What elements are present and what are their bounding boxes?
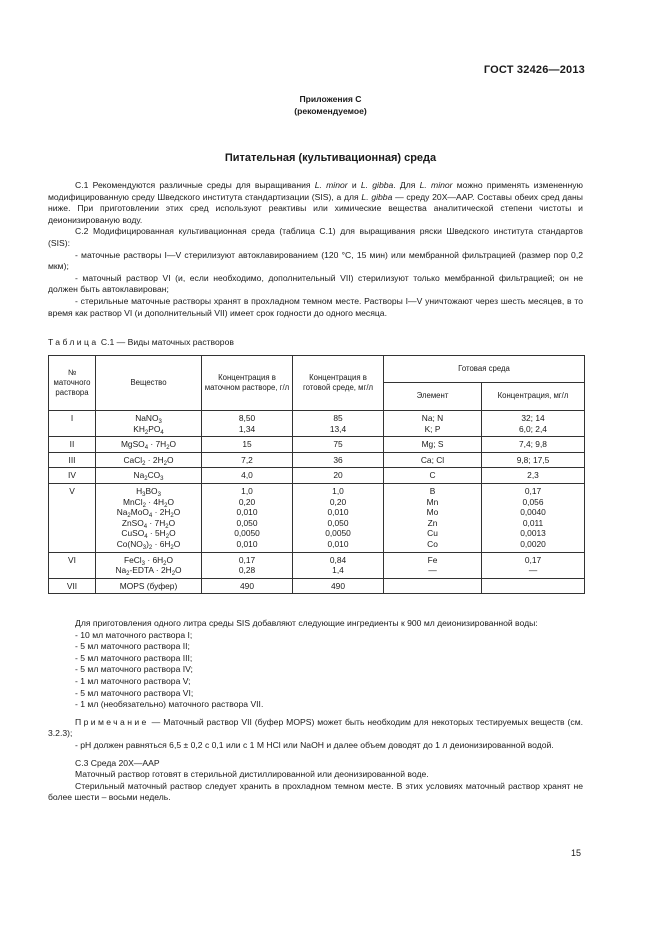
formula-subscript: 2 — [148, 544, 153, 551]
cell-element — [384, 411, 482, 437]
cell-element-line: C — [429, 470, 436, 481]
formula-subscript: 2 — [165, 523, 169, 530]
formula-text: H — [136, 485, 143, 496]
text-run: можно применять измененную модифицированную среду Шведского института стандартизации (SIS), а для — [48, 180, 583, 202]
cell-solution-number: V — [49, 483, 96, 552]
cell-element-line: Mo — [426, 507, 439, 518]
formula-subscript: 2 — [163, 460, 167, 467]
cell-conc-stock-line: 15 — [242, 439, 252, 450]
formula-text: O — [169, 528, 176, 539]
substance-formula — [98, 518, 199, 529]
cell-conc-stock — [202, 578, 293, 594]
list-item: - 10 мл маточного раствора I; — [75, 629, 193, 640]
substance-formula — [98, 581, 199, 592]
cell-element-line: Ca; Cl — [420, 454, 445, 465]
table-caption-word: Таблица — [48, 337, 99, 347]
formula-text: O — [175, 565, 182, 576]
substance-formula — [98, 455, 199, 466]
cell-conc-final-line: 0,010 — [327, 507, 349, 518]
formula-text: · 2H — [152, 507, 171, 518]
formula-text: O — [167, 496, 174, 507]
formula-text: CaCl — [123, 454, 143, 465]
cell-element — [384, 437, 482, 453]
list-item: - 1 мл маточного раствора V; — [75, 675, 191, 686]
formula-subscript: 2 — [144, 429, 149, 436]
formula-text: · 5H — [147, 528, 166, 539]
cell-conc-final-line: 20 — [333, 470, 343, 481]
formula-text: · 7H — [147, 517, 166, 528]
list-item: - 5 мл маточного раствора III; — [75, 652, 193, 663]
cell-element-line: K; P — [424, 423, 441, 434]
cell-substance — [96, 578, 202, 594]
formula-text: Co(NO — [116, 538, 143, 549]
section-c3-p2: Стерильный маточный раствор следует хранить в прохладном темном месте. В этих условиях маточный раствор хранят не более шести – восьми недель. — [48, 780, 583, 803]
cell-solution-number: II — [49, 437, 96, 453]
prep-block — [48, 618, 583, 804]
formula-subscript: 3 — [142, 544, 147, 551]
cell-solution-number: VII — [49, 578, 96, 594]
text-run: С.1 Рекомендуются различные среды для выращивания — [75, 180, 315, 190]
note — [48, 717, 583, 740]
cell-substance — [96, 411, 202, 437]
prep-intro: Для приготовления одного литра среды SIS добавляют следующие ингредиенты к 900 мл деионизированной воды: — [75, 618, 538, 628]
cell-conc-mg-line: 32; 14 — [521, 413, 545, 423]
cell-conc-stock — [202, 552, 293, 578]
section-c3-p1: Маточный раствор готовят в стерильной дистиллированной или деонизированной воде. — [75, 769, 429, 780]
cell-element — [384, 483, 482, 552]
cell-element-line: Na; N — [421, 413, 444, 423]
list-item: - стерильные маточные растворы хранят в прохладном темном месте. Растворы I—V уничтожают через шесть месяцев, в то время как раствор VI (и дополнительный VII) имеет срок годности до одного месяца. — [48, 295, 583, 318]
cell-element-line: Zn — [427, 517, 438, 528]
cell-element-line: Cu — [427, 528, 438, 539]
formula-text: · 4H — [145, 496, 165, 507]
formula-text: · 6H — [152, 538, 171, 549]
page-number: 15 — [570, 848, 581, 858]
list-item: - 5 мл маточного раствора IV; — [75, 664, 193, 675]
formula-text: NaNO — [135, 413, 159, 423]
cell-conc-mg-line: 0,011 — [522, 517, 544, 528]
formula-text: O — [173, 538, 181, 549]
formula-subscript: 2 — [142, 502, 146, 509]
cell-conc-mg-line: 9,8; 17,5 — [516, 454, 550, 465]
cell-conc-mg-line — [484, 581, 582, 592]
formula-text: MgSO — [120, 439, 145, 450]
cell-conc-stock-line: 0,010 — [236, 507, 258, 518]
substance-formula — [98, 497, 199, 508]
formula-subscript: 2 — [166, 445, 170, 452]
header-num: № маточного раствора — [49, 356, 96, 411]
cell-conc-stock-line: 7,2 — [241, 454, 253, 465]
cell-conc-final-line: 0,0050 — [325, 528, 351, 539]
cell-conc-mg-line: 0,0020 — [520, 538, 546, 549]
cell-conc-mg — [482, 483, 585, 552]
cell-element-line: Co — [427, 538, 438, 549]
cell-conc-mg-line: 0,0013 — [520, 528, 546, 539]
cell-conc-stock — [202, 411, 293, 437]
cell-conc-mg — [482, 578, 585, 594]
substance-formula — [98, 507, 199, 518]
formula-text: PO — [148, 423, 161, 434]
species-name: L. minor — [419, 180, 453, 190]
cell-conc-final — [293, 552, 384, 578]
cell-conc-final-line: 1,4 — [332, 565, 344, 576]
table-caption-text: С.1 — Виды маточных растворов — [98, 337, 234, 347]
cell-conc-mg-line: 0,0040 — [520, 507, 546, 518]
formula-subscript: 4 — [148, 513, 153, 520]
stock-solutions-table — [48, 355, 585, 594]
substance-formula — [98, 424, 199, 435]
cell-conc-stock-line: 0,17 — [238, 554, 256, 565]
cell-conc-final-line: 0,20 — [329, 496, 347, 507]
formula-subscript: 2 — [127, 513, 131, 520]
formula-text: Na — [115, 565, 127, 576]
cell-conc-final — [293, 437, 384, 453]
cell-conc-final-line: 0,84 — [329, 554, 347, 565]
cell-element — [384, 452, 482, 468]
ph-item: - рН должен равняться 6,5 ± 0,2 с 0,1 или с 1 М HCl или NaOH и далее объем доводят до 1 л деионизированной водой. — [75, 739, 554, 750]
formula-text: O — [166, 554, 174, 565]
formula-text: Na — [116, 507, 128, 518]
formula-subscript: 2 — [126, 571, 130, 578]
cell-solution-number: VI — [49, 552, 96, 578]
cell-substance — [96, 452, 202, 468]
section-title: Питательная (культивационная) среда — [224, 152, 437, 164]
appendix-status: (рекомендуемое) — [294, 106, 367, 116]
cell-conc-stock-line: 8,50 — [238, 413, 256, 423]
list-item: - 1 мл (необязательно) маточного раствора VII. — [75, 699, 264, 710]
table-row — [49, 437, 585, 453]
table-row — [49, 468, 585, 484]
text-run: — среду 20X—AAP. Составы обеих сред даны ниже. При приготовлении этих сред используют реактивы или химические вещества аналитической степени чистоты и деионизированую воду. — [48, 191, 583, 225]
cell-conc-mg — [482, 411, 585, 437]
formula-text: CO — [147, 470, 161, 481]
formula-subscript: 2 — [171, 571, 176, 578]
cell-conc-final — [293, 483, 384, 552]
list-item: - маточные растворы I—V стерилизуют автоклавированием (120 °С, 15 мин) или мембранной фильтрацией (размер пор 0,2 мкм); — [48, 249, 583, 272]
cell-conc-final — [293, 411, 384, 437]
formula-text: -EDTA · 2H — [129, 565, 172, 576]
cell-conc-mg-line: 2,3 — [527, 470, 539, 481]
cell-conc-stock — [202, 437, 293, 453]
cell-conc-stock-line: 4,0 — [241, 470, 253, 481]
cell-conc-stock — [202, 452, 293, 468]
cell-substance — [96, 552, 202, 578]
cell-conc-final-line: 0,010 — [327, 538, 349, 549]
table-row — [49, 411, 585, 437]
section-c3-heading: С.3 Среда 20X—AAP — [75, 757, 160, 768]
formula-text: O — [168, 517, 176, 528]
formula-text: FeCl — [123, 554, 142, 565]
cell-conc-final — [293, 468, 384, 484]
formula-text: ZnSO — [121, 517, 144, 528]
cell-conc-mg-line: 0,056 — [522, 496, 544, 507]
formula-text: MOPS (буфер) — [119, 580, 178, 591]
list-item: - 5 мл маточного раствора II; — [75, 641, 190, 652]
formula-subscript: 2 — [165, 534, 170, 541]
cell-conc-mg — [482, 452, 585, 468]
formula-text: O — [173, 507, 181, 518]
cell-conc-stock — [202, 483, 293, 552]
list-item: - маточный раствор VI (и, если необходимо, дополнительный VII) стерилизуют только мембранной фильтрацией; он не должен быть автоклавирован; — [48, 272, 583, 295]
note-text: — Маточный раствор VII (буфер MOPS) может быть необходим для некоторых тестируемых веществ (см. 3.2.3); — [48, 716, 583, 739]
formula-subscript: 3 — [141, 560, 145, 567]
cell-conc-final-line: 36 — [333, 454, 343, 465]
formula-subscript: 3 — [158, 419, 162, 425]
paragraph-c1 — [48, 180, 583, 226]
formula-subscript: 2 — [142, 460, 146, 467]
cell-conc-final-line: 0,050 — [327, 517, 349, 528]
cell-element-line — [386, 581, 479, 592]
formula-subscript: 3 — [142, 491, 146, 498]
formula-subscript: 4 — [144, 534, 148, 541]
cell-conc-mg — [482, 437, 585, 453]
formula-subscript: 2 — [170, 544, 174, 551]
formula-text: · 2H — [145, 454, 164, 465]
cell-conc-mg — [482, 552, 585, 578]
cell-conc-stock-line: 0,050 — [236, 517, 258, 528]
header-substance: Вещество — [96, 356, 202, 411]
formula-text: CuSO — [121, 528, 145, 539]
formula-subscript: 2 — [163, 560, 167, 567]
formula-subscript: 2 — [164, 502, 168, 509]
header-ready-medium: Готовая среда — [384, 356, 585, 383]
header-conc-final: Концентрация в готовой среде, мг/л — [293, 356, 384, 411]
formula-text: ) — [146, 538, 149, 549]
cell-conc-stock-line: 0,010 — [236, 538, 258, 549]
cell-substance — [96, 437, 202, 453]
cell-conc-stock — [202, 468, 293, 484]
cell-conc-stock-line: 1,34 — [238, 423, 256, 434]
cell-conc-stock-line: 490 — [240, 580, 254, 591]
substance-formula — [98, 413, 199, 424]
header-conc-stock: Концентрация в маточном растворе, г/л — [202, 356, 293, 411]
cell-element — [384, 468, 482, 484]
formula-subscript: 4 — [143, 523, 148, 530]
formula-subscript: 3 — [160, 476, 164, 483]
cell-solution-number: III — [49, 452, 96, 468]
formula-subscript: 4 — [160, 429, 164, 436]
cell-conc-stock-line: 0,28 — [238, 565, 256, 576]
cell-solution-number: I — [49, 411, 96, 437]
cell-conc-final-line: 13,4 — [329, 423, 347, 434]
species-name: L. gibba — [360, 180, 394, 190]
table-caption — [48, 337, 234, 347]
table-row — [49, 552, 585, 578]
substance-formula — [98, 470, 199, 481]
intro-block — [48, 180, 583, 319]
appendix-heading — [0, 93, 661, 117]
cell-conc-stock-line: 1,0 — [241, 485, 253, 496]
cell-element-line: B — [429, 485, 436, 496]
text-run: и — [347, 180, 361, 190]
substance-formula — [98, 486, 199, 497]
formula-text: KH — [133, 423, 145, 434]
table-row — [49, 578, 585, 594]
formula-text: · 6H — [145, 554, 164, 565]
formula-subscript: 2 — [170, 513, 174, 520]
formula-text: MnCl — [123, 496, 143, 507]
cell-conc-final — [293, 578, 384, 594]
header-conc-mg: Концентрация, мг/л — [482, 382, 585, 410]
formula-text: BO — [145, 485, 158, 496]
formula-subscript: 4 — [144, 445, 149, 452]
cell-conc-stock-line: 0,0050 — [234, 528, 260, 539]
formula-text: · 7H — [148, 439, 167, 450]
table-row — [49, 452, 585, 468]
cell-element-line: — — [428, 565, 437, 576]
cell-element-line: Fe — [427, 554, 438, 565]
list-item: - 5 мл маточного раствора VI; — [75, 687, 194, 698]
cell-element — [384, 552, 482, 578]
cell-substance — [96, 483, 202, 552]
species-name: L. gibba — [361, 191, 393, 202]
note-word: Примечание — [75, 716, 149, 727]
formula-subscript: 2 — [144, 476, 148, 483]
cell-conc-mg-line: 7,4; 9,8 — [519, 439, 547, 450]
cell-solution-number: IV — [49, 468, 96, 484]
substance-formula — [98, 528, 199, 539]
substance-formula — [98, 555, 199, 566]
cell-conc-final-line: 75 — [333, 439, 343, 450]
formula-subscript: 3 — [157, 491, 161, 498]
formula-text: O — [166, 454, 174, 465]
cell-element — [384, 578, 482, 594]
cell-conc-final-line: 85 — [333, 413, 343, 423]
substance-formula — [98, 539, 199, 550]
species-name: L. minor — [314, 180, 348, 190]
cell-conc-mg — [482, 468, 585, 484]
cell-conc-mg-line: 0,17 — [524, 485, 542, 496]
formula-text: MoO — [130, 507, 149, 518]
cell-conc-final-line: 490 — [331, 580, 345, 591]
header-element: Элемент — [384, 382, 482, 410]
table-row — [49, 483, 585, 552]
standard-number: ГОСТ 32426—2013 — [483, 64, 585, 76]
cell-conc-mg-line: — — [528, 565, 538, 576]
appendix-title: Приложения С — [299, 94, 362, 104]
cell-conc-final-line: 1,0 — [332, 485, 344, 496]
text-run: . Для — [393, 180, 420, 190]
cell-element-line: Mg; S — [421, 439, 444, 450]
substance-formula — [98, 439, 199, 450]
cell-conc-final — [293, 452, 384, 468]
cell-substance — [96, 468, 202, 484]
cell-conc-stock-line: 0,20 — [238, 496, 256, 507]
cell-conc-mg-line: 6,0; 2,4 — [519, 423, 547, 434]
paragraph-c2: С.2 Модифицированная культивационная среда (таблица С.1) для выращивания ряски Шведского института стандартов (SIS): — [48, 226, 583, 248]
formula-text: O — [169, 439, 177, 450]
cell-conc-mg-line: 0,17 — [524, 554, 542, 565]
substance-formula — [98, 565, 199, 576]
formula-text: Na — [133, 470, 145, 481]
cell-element-line: Mn — [426, 496, 439, 507]
